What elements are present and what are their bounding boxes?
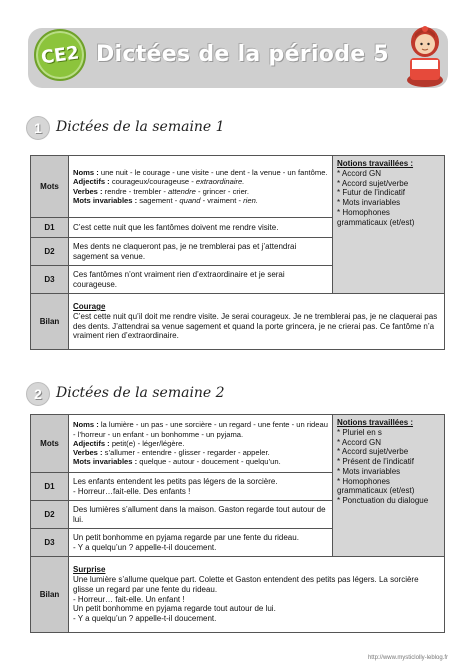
section-2-title: Dictées de la semaine 2: [56, 385, 225, 401]
mots-label: Mots: [31, 415, 69, 473]
d1-text: C’est cette nuit que les fantômes doivent me rendre visite.: [69, 218, 333, 238]
section-1-title: Dictées de la semaine 1: [56, 119, 225, 135]
bilan-cell: Surprise Une lumière s’allume quelque part. Colette et Gaston entendent des petits pas légers. La sorcière glisse un regard par une fente du rideau. - Horreur… fait-elle. Un enfant ! Un petit bonhomme en pyjama regarde tout autour de lui. - Y a quelqu’un ? appelle-t-il doucement.: [69, 557, 445, 633]
d2-text: Des lumières s’allument dans la maison. Gaston regarde tout autour de lui.: [69, 501, 333, 529]
mots-label: Mots: [31, 156, 69, 218]
d3-label: D3: [31, 266, 69, 294]
mots-cell: Noms : la lumière - un pas - une sorcière - un regard - une fente - un rideau - l’horreur - un enfant - un bonhomme - un pyjama. Adjectifs : petit(e) - léger/légère. Verbes : s’allumer - entendre - glisser - regarder - appeler. Mots invariables : quelque - autour - doucement - quelqu’un.: [69, 415, 333, 473]
section-1-table: [30, 155, 445, 350]
page-title: Dictées de la période 5: [96, 42, 390, 67]
d2-text: Mes dents ne claqueront pas, je ne tremblerai pas et j’attendrai sagement sa venue.: [69, 238, 333, 266]
d1-text: Les enfants entendent les petits pas légers de la sorcière. - Horreur…fait-elle. Des enfants !: [69, 473, 333, 501]
d1-label: D1: [31, 473, 69, 501]
section-2-number: 2: [26, 382, 50, 406]
section-2-table: [30, 414, 445, 633]
d3-label: D3: [31, 529, 69, 557]
notions-cell: Notions travaillées : * Accord GN * Accord sujet/verbe * Futur de l’indicatif * Mots invariables * Homophones grammaticaux (et/est): [333, 156, 445, 294]
bilan-label: Bilan: [31, 294, 69, 350]
section-1-number: 1: [26, 116, 50, 140]
bilan-cell: Courage C’est cette nuit qu’il doit me rendre visite. Je serai courageux. Je ne tremblerai pas, je ne claquerai pas des dents. J’attendrai sa venue sagement et quand la porte grincera, je ne crierai pas. Ce fantôme n’a vraiment rien d’extraordinaire.: [69, 294, 445, 350]
notions-cell: Notions travaillées : * Pluriel en s * Accord GN * Accord sujet/verbe * Présent de l’indicatif * Mots invariables * Homophones grammaticaux (et/est) * Ponctuation du dialogue: [333, 415, 445, 557]
footer-url: http://www.mysticlolly-leblog.fr: [367, 655, 448, 661]
d3-text: Un petit bonhomme en pyjama regarde par une fente du rideau. - Y a quelqu’un ? appelle-t-il doucement.: [69, 529, 333, 557]
d3-text: Ces fantômes n’ont vraiment rien d’extraordinaire et je serai courageuse.: [69, 266, 333, 294]
mots-cell: Noms : une nuit - le courage - une visite - une dent - la venue - un fantôme. Adjectifs : courageux/courageuse - extraordinaire. Verbes : rendre - trembler - attendre - grincer - crier. Mots invariables : sagement - quand - vraiment - rien.: [69, 156, 333, 218]
bilan-label: Bilan: [31, 557, 69, 633]
d2-label: D2: [31, 238, 69, 266]
level-badge: CE2: [34, 29, 86, 81]
d1-label: D1: [31, 218, 69, 238]
girl-mascot-icon: [404, 22, 446, 90]
d2-label: D2: [31, 501, 69, 529]
